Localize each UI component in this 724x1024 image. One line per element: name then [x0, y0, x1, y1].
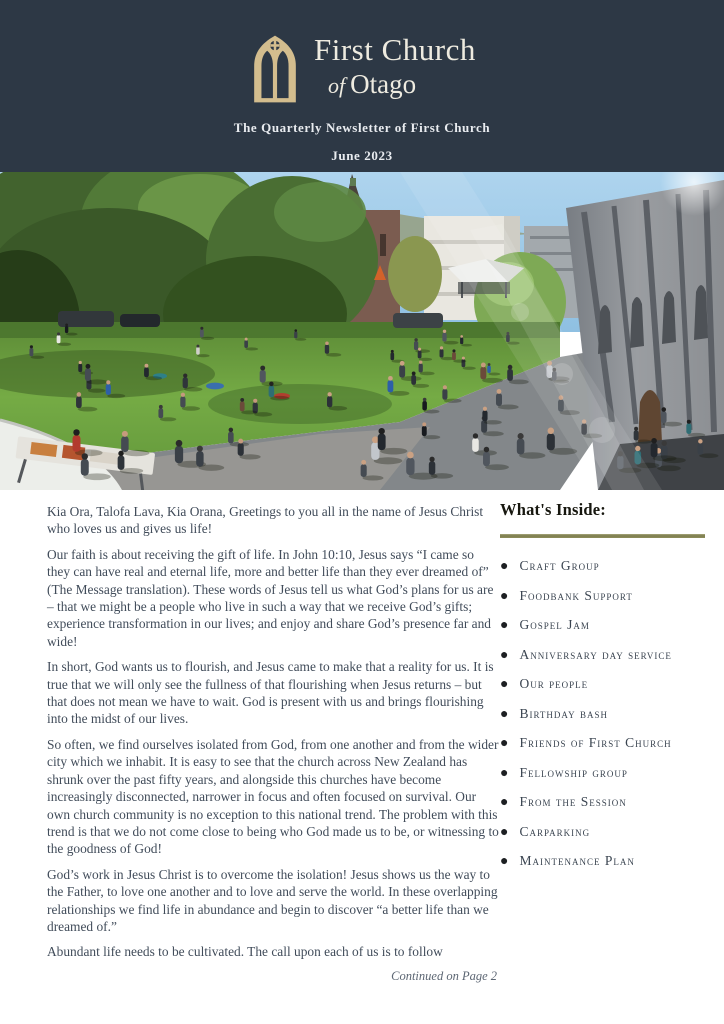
toc-item [500, 588, 712, 604]
toc-item-label: Carparking [519, 823, 591, 839]
issue-date: June 2023 [331, 148, 393, 163]
bullet-icon: ● [500, 736, 509, 751]
church-name-otago: Otago [350, 69, 417, 99]
church-name-of: of [328, 73, 346, 98]
toc-item-label: Birthday bash [519, 705, 608, 721]
toc-item [500, 853, 712, 869]
toc-item [500, 558, 712, 574]
article-paragraph: God’s work in Jesus Christ is to overcome the isolation! Jesus shows us the way to the Father, to love one another and to love and serve the world. In these overlapping relationships we find life in abundance and begin to discover “a better life than we dreamed of.” [47, 866, 498, 934]
article-paragraph: Our faith is about receiving the gift of life. In John 10:10, Jesus says “I came so they can have real and eternal life, more and better life than they ever dreamed of” (The Message translation). These words of Jesus tell us what God’s plans for us are – that we might be a people who live in such a way that we receive God’s gifts; experience transformation in our lives; and enjoy and share God’s presence far and wide! [47, 546, 494, 649]
toc-item-label: Foodbank Support [519, 587, 633, 603]
bullet-icon: ● [500, 824, 509, 840]
article-paragraph: Abundant life needs to be cultivated. The call upon each of us is to follow [47, 944, 443, 960]
bullet-icon: ● [500, 854, 509, 869]
toc-item-label: Anniversary day service [519, 646, 672, 662]
bullet-icon: ● [500, 618, 509, 633]
toc-item [500, 765, 712, 781]
toc-item [500, 706, 712, 722]
bullet-icon: ● [500, 559, 509, 574]
toc-item [500, 676, 712, 692]
bullet-icon: ● [500, 647, 509, 663]
toc-item-label: Fellowship group [519, 764, 628, 780]
toc-item [500, 824, 712, 840]
toc-item-label: Craft Group [519, 558, 600, 573]
bullet-icon: ● [500, 677, 509, 692]
church-name-line1: First Church [314, 32, 476, 67]
church-name-line2 [328, 71, 476, 98]
whats-inside-title: What's Inside: [500, 500, 606, 519]
toc-item-label: Friends of First Church [519, 735, 672, 750]
church-name [314, 34, 476, 98]
article-paragraph: In short, God wants us to flourish, and Jesus came to make that a reality for us. It is true that we will only see the fullness of that flourishing when Jesus returns – but that does not mean we have to wait. God is present with us and brings flourishing into the midst of our lives. [47, 659, 494, 727]
article-paragraph: So often, we find ourselves isolated from God, from one another and from the wider city which we inhabit. It is easy to see that the church across New Zealand has shrunk over the past fifty years, and alongside this churches have become increasingly disconnected, narrower in focus and often focused on survival. Our own church community is no exception to this national trend. The problem with this trend is that we do not come close to being who God made us to be, or witnessing to the goodness of God! [47, 736, 499, 857]
lead-article [47, 492, 499, 984]
community-event-photo [0, 172, 724, 490]
newsletter-tagline: The Quarterly Newsletter of First Church [233, 120, 491, 135]
continued-note: Continued on Page 2 [391, 968, 497, 983]
whats-inside-list [500, 558, 712, 869]
toc-item-label: Maintenance Plan [519, 853, 635, 868]
toc-item-label: From the Session [519, 794, 627, 809]
content-area [0, 492, 724, 984]
church-logo [250, 34, 476, 104]
bullet-icon: ● [500, 706, 509, 722]
toc-item [500, 617, 712, 633]
toc-item [500, 794, 712, 810]
sidebar-divider-rule [500, 534, 705, 538]
bullet-icon: ● [500, 765, 509, 781]
whats-inside-sidebar [500, 492, 712, 984]
masthead [0, 0, 724, 172]
bullet-icon: ● [500, 588, 509, 604]
gothic-window-icon [250, 34, 300, 104]
toc-item-label: Gospel Jam [519, 617, 590, 632]
toc-item [500, 647, 712, 663]
article-paragraph: Kia Ora, Talofa Lava, Kia Orana, Greetings to you all in the name of Jesus Christ who loves us and gives us life! [47, 504, 484, 537]
toc-item [500, 735, 712, 751]
toc-item-label: Our people [519, 676, 589, 691]
bullet-icon: ● [500, 795, 509, 810]
